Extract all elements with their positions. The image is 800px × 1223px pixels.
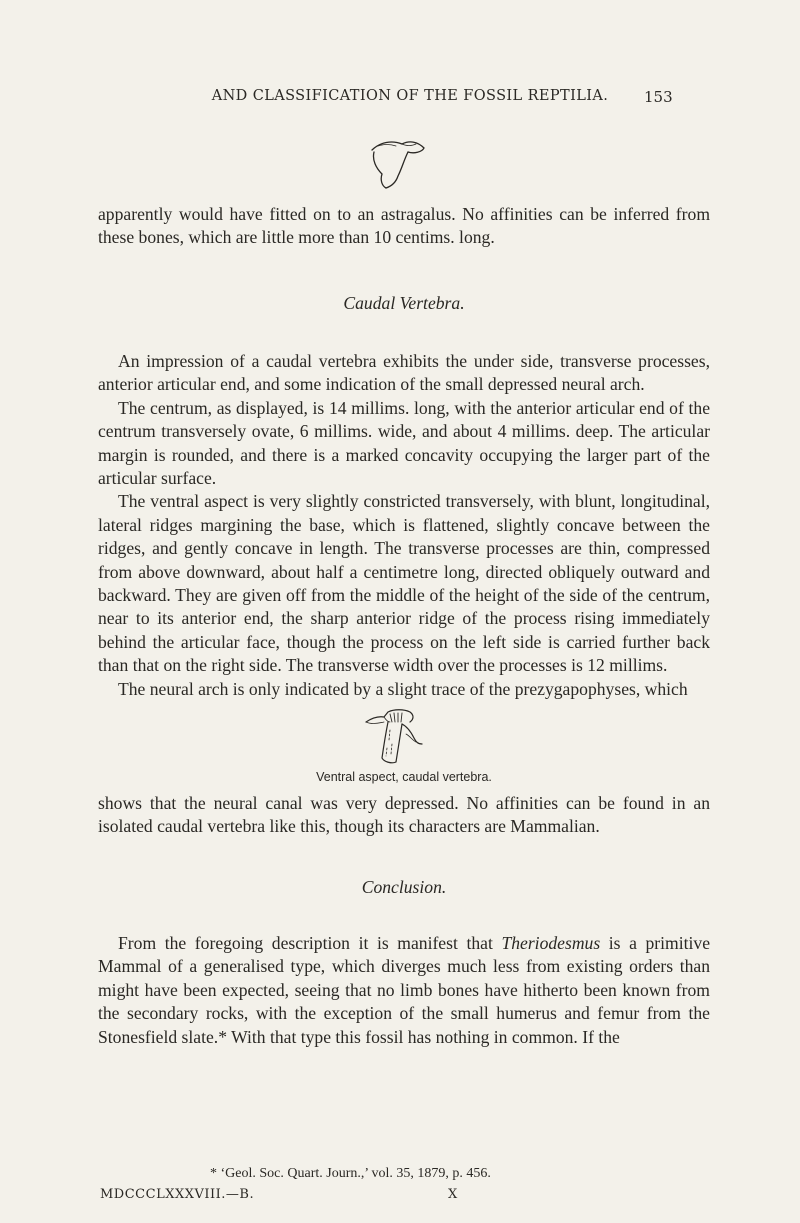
heading-conclusion: Conclusion. <box>361 877 447 897</box>
text-run: is a primitive Mammal of a generalised type, which diverges much less from existing orders than might have been expected, seeing that no limb bones have hitherto been known from the secondary rocks, with the exception of the small humerus and femur from the Stonesfield slate.* With that type this fossil has nothing in common. If the <box>98 933 710 1047</box>
genus-name: Theriodesmus <box>501 933 601 953</box>
paragraph-text: The neural arch is only indicated by a slight trace of the prezygapophyses, which <box>118 678 688 699</box>
paragraph-6 <box>98 792 710 839</box>
bone-figure-top <box>362 136 440 192</box>
paragraph-text: shows that the neural canal was very depressed. No affinities can be found in an isolated caudal vertebra like this, though its characters are Mammalian. <box>98 793 710 837</box>
paragraph-text: The centrum, as displayed, is 14 millims. long, with the anterior articular end of the centrum transversely ovate, 6 millims. wide, and about 4 millims. deep. The articular margin is rounded, and there is a marked concavity occupying the larger part of the articular surface. <box>98 397 710 489</box>
caudal-section-text <box>98 350 710 701</box>
paragraph-1 <box>98 203 710 250</box>
paragraph-text: An impression of a caudal vertebra exhibits the under side, transverse processes, anterior articular end, and some indication of the small depressed neural arch. <box>98 351 710 395</box>
running-head: AND CLASSIFICATION OF THE FOSSIL REPTILIA. <box>211 88 609 104</box>
conclusion-text <box>98 932 710 1049</box>
heading-caudal-vertebra: Caudal Vertebra. <box>343 293 465 313</box>
paragraph-text <box>98 932 710 1049</box>
footnote: * ‘Geol. Soc. Quart. Journ.,’ vol. 35, 1879, p. 456. <box>210 1166 491 1181</box>
text-run: From the foregoing description it is manifest that <box>118 933 502 953</box>
caudal-vertebra-figure <box>362 708 440 766</box>
paragraph-text: The ventral aspect is very slightly constricted transversely, with blunt, longitudinal, lateral ridges margining the base, which is flattened, slightly concave between the ridges, and gently concave in length. The transverse processes are thin, compressed from above downward, about half a centimetre long, directed obliquely outward and backward. They are given off from the middle of the height of the side of the centrum, near to its anterior end, the sharp anterior ridge of the process rising immediately behind the articular face, though the process on the left side is carried further back than that on the right side. The transverse width over the processes is 12 millims. <box>98 491 710 676</box>
page-number: 153 <box>644 88 673 106</box>
paragraph-text: apparently would have fitted on to an astragalus. No affinities can be inferred from these bones, which are little more than 10 centims. long. <box>98 204 710 248</box>
signature-mark: MDCCCLXXXVIII.—B. <box>100 1187 255 1202</box>
figure-caption: Ventral aspect, caudal vertebra. <box>316 770 492 784</box>
sheet-letter: X <box>448 1187 458 1202</box>
